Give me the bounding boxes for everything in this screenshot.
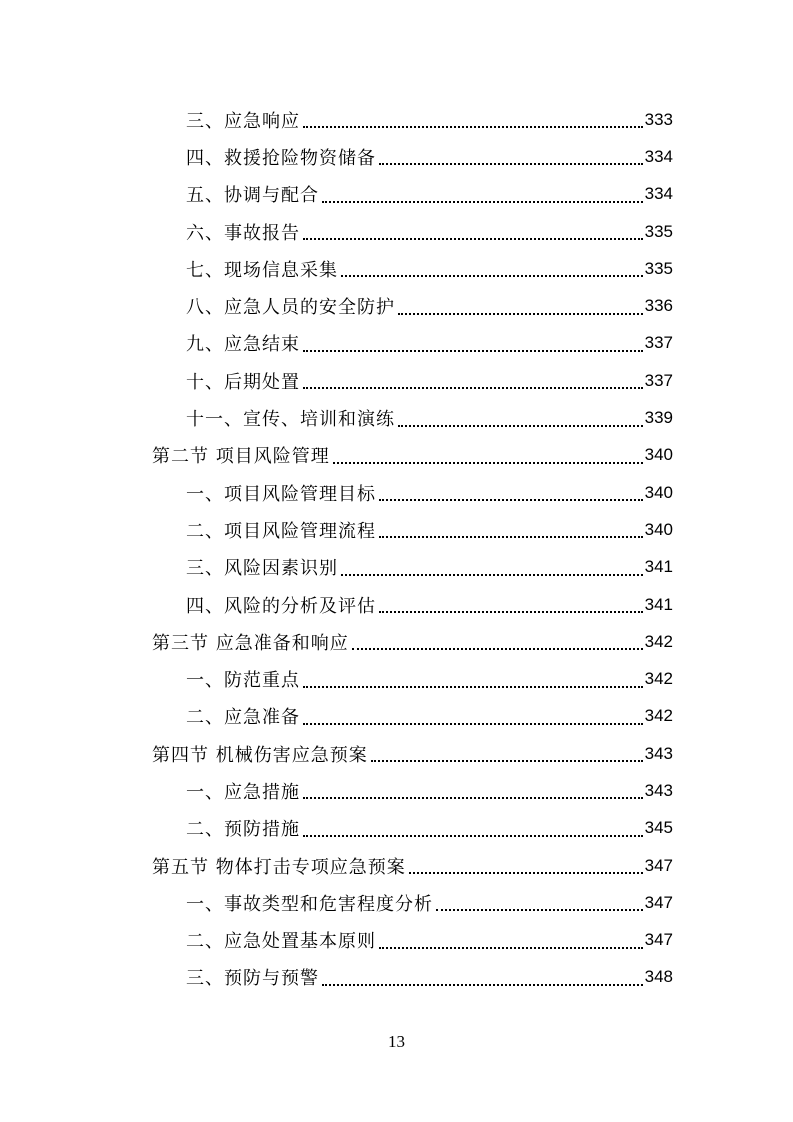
- toc-entry-page: 343: [644, 780, 673, 800]
- toc-entry[interactable]: [186, 549, 673, 586]
- toc-entry-page: 348: [644, 967, 673, 987]
- toc-entry-page: 334: [644, 146, 673, 166]
- toc-entry[interactable]: [186, 399, 673, 436]
- toc-entry-label: 六、事故报告: [186, 222, 300, 244]
- toc-entry-label: 四、救援抢险物资储备: [186, 147, 376, 169]
- toc-entry-page: 337: [644, 370, 673, 390]
- toc-section-entry[interactable]: [152, 437, 673, 474]
- toc-entry-page: 342: [644, 706, 673, 726]
- page-number: 13: [388, 1032, 405, 1051]
- toc-entry-label: 二、应急处置基本原则: [186, 931, 376, 953]
- dot-leader: [379, 946, 643, 949]
- toc-section-entry[interactable]: [152, 735, 673, 772]
- toc-entry[interactable]: [186, 101, 673, 138]
- toc-entry-page: 342: [644, 669, 673, 689]
- toc-entry[interactable]: [186, 511, 673, 548]
- toc-entry-page: 347: [644, 855, 673, 875]
- toc-entry-label: 五、协调与配合: [186, 185, 319, 207]
- toc-entry-label: 八、应急人员的安全防护: [186, 297, 395, 319]
- toc-entry[interactable]: [186, 213, 673, 250]
- toc-entry-label: 三、风险因素识别: [186, 558, 338, 580]
- toc-entry[interactable]: [186, 250, 673, 287]
- toc-entry-label: 二、应急准备: [186, 707, 300, 729]
- toc-entry-label: 一、项目风险管理目标: [186, 483, 376, 505]
- toc-entry[interactable]: [186, 474, 673, 511]
- toc-entry[interactable]: [186, 362, 673, 399]
- toc-entry-page: 347: [644, 930, 673, 950]
- toc-section-entry[interactable]: [152, 623, 673, 660]
- toc-entry-page: 333: [644, 109, 673, 129]
- toc-entry[interactable]: [186, 138, 673, 175]
- dot-leader: [333, 461, 643, 464]
- dot-leader: [379, 162, 643, 165]
- toc-entry[interactable]: [186, 772, 673, 809]
- toc-entry-page: 336: [644, 296, 673, 316]
- toc-entry[interactable]: [186, 922, 673, 959]
- toc-entry-label: 三、预防与预警: [186, 968, 319, 990]
- dot-leader: [303, 834, 643, 837]
- toc-entry-page: 341: [644, 557, 673, 577]
- toc-entry-label: 三、应急响应: [186, 110, 300, 132]
- dot-leader: [303, 237, 643, 240]
- toc-section-label: 第三节 应急准备和响应: [152, 632, 349, 654]
- dot-leader: [379, 535, 643, 538]
- dot-leader: [341, 274, 643, 277]
- dot-leader: [322, 200, 643, 203]
- toc-entry-page: 347: [644, 892, 673, 912]
- dot-leader: [303, 349, 643, 352]
- dot-leader: [303, 722, 643, 725]
- toc-entry-page: 335: [644, 258, 673, 278]
- toc-entry-label: 十、后期处置: [186, 371, 300, 393]
- dot-leader: [303, 796, 643, 799]
- dot-leader: [303, 125, 643, 128]
- toc-entry-label: 二、项目风险管理流程: [186, 520, 376, 542]
- dot-leader: [398, 424, 643, 427]
- toc-entry[interactable]: [186, 959, 673, 996]
- toc-entry-page: 335: [644, 221, 673, 241]
- toc-entry-label: 一、应急措施: [186, 781, 300, 803]
- toc-entry[interactable]: [186, 287, 673, 324]
- toc-entry-page: 334: [644, 184, 673, 204]
- toc-entry[interactable]: [186, 810, 673, 847]
- dot-leader: [379, 610, 643, 613]
- dot-leader: [303, 386, 643, 389]
- toc-entry-page: 342: [644, 631, 673, 651]
- toc-entry-label: 四、风险的分析及评估: [186, 595, 376, 617]
- toc-entry-page: 337: [644, 333, 673, 353]
- toc-entry-label: 一、事故类型和危害程度分析: [186, 893, 433, 915]
- toc-entry-page: 340: [644, 482, 673, 502]
- toc-entry-label: 七、现场信息采集: [186, 259, 338, 281]
- toc-section-entry[interactable]: [152, 847, 673, 884]
- toc-entry-label: 一、防范重点: [186, 670, 300, 692]
- toc-section-label: 第五节 物体打击专项应急预案: [152, 856, 406, 878]
- dot-leader: [303, 685, 643, 688]
- dot-leader: [379, 498, 643, 501]
- dot-leader: [409, 871, 643, 874]
- toc-entry[interactable]: [186, 884, 673, 921]
- dot-leader: [436, 908, 643, 911]
- toc-entry-page: 345: [644, 818, 673, 838]
- dot-leader: [371, 759, 643, 762]
- toc-entry-label: 十一、宣传、培训和演练: [186, 409, 395, 431]
- toc-entry-label: 九、应急结束: [186, 334, 300, 356]
- toc-entry[interactable]: [186, 325, 673, 362]
- toc-entry-page: 341: [644, 594, 673, 614]
- dot-leader: [352, 647, 643, 650]
- toc-entry[interactable]: [186, 176, 673, 213]
- toc-entry-page: 340: [644, 519, 673, 539]
- toc-entry[interactable]: [186, 660, 673, 697]
- toc-section-label: 第二节 项目风险管理: [152, 446, 330, 468]
- dot-leader: [341, 573, 643, 576]
- table-of-contents: [0, 101, 793, 996]
- toc-section-label: 第四节 机械伤害应急预案: [152, 744, 368, 766]
- toc-entry[interactable]: [186, 586, 673, 623]
- toc-entry-page: 339: [644, 408, 673, 428]
- toc-entry[interactable]: [186, 698, 673, 735]
- toc-entry-label: 二、预防措施: [186, 819, 300, 841]
- toc-entry-page: 340: [644, 445, 673, 465]
- toc-entry-page: 343: [644, 743, 673, 763]
- dot-leader: [398, 312, 643, 315]
- dot-leader: [322, 983, 643, 986]
